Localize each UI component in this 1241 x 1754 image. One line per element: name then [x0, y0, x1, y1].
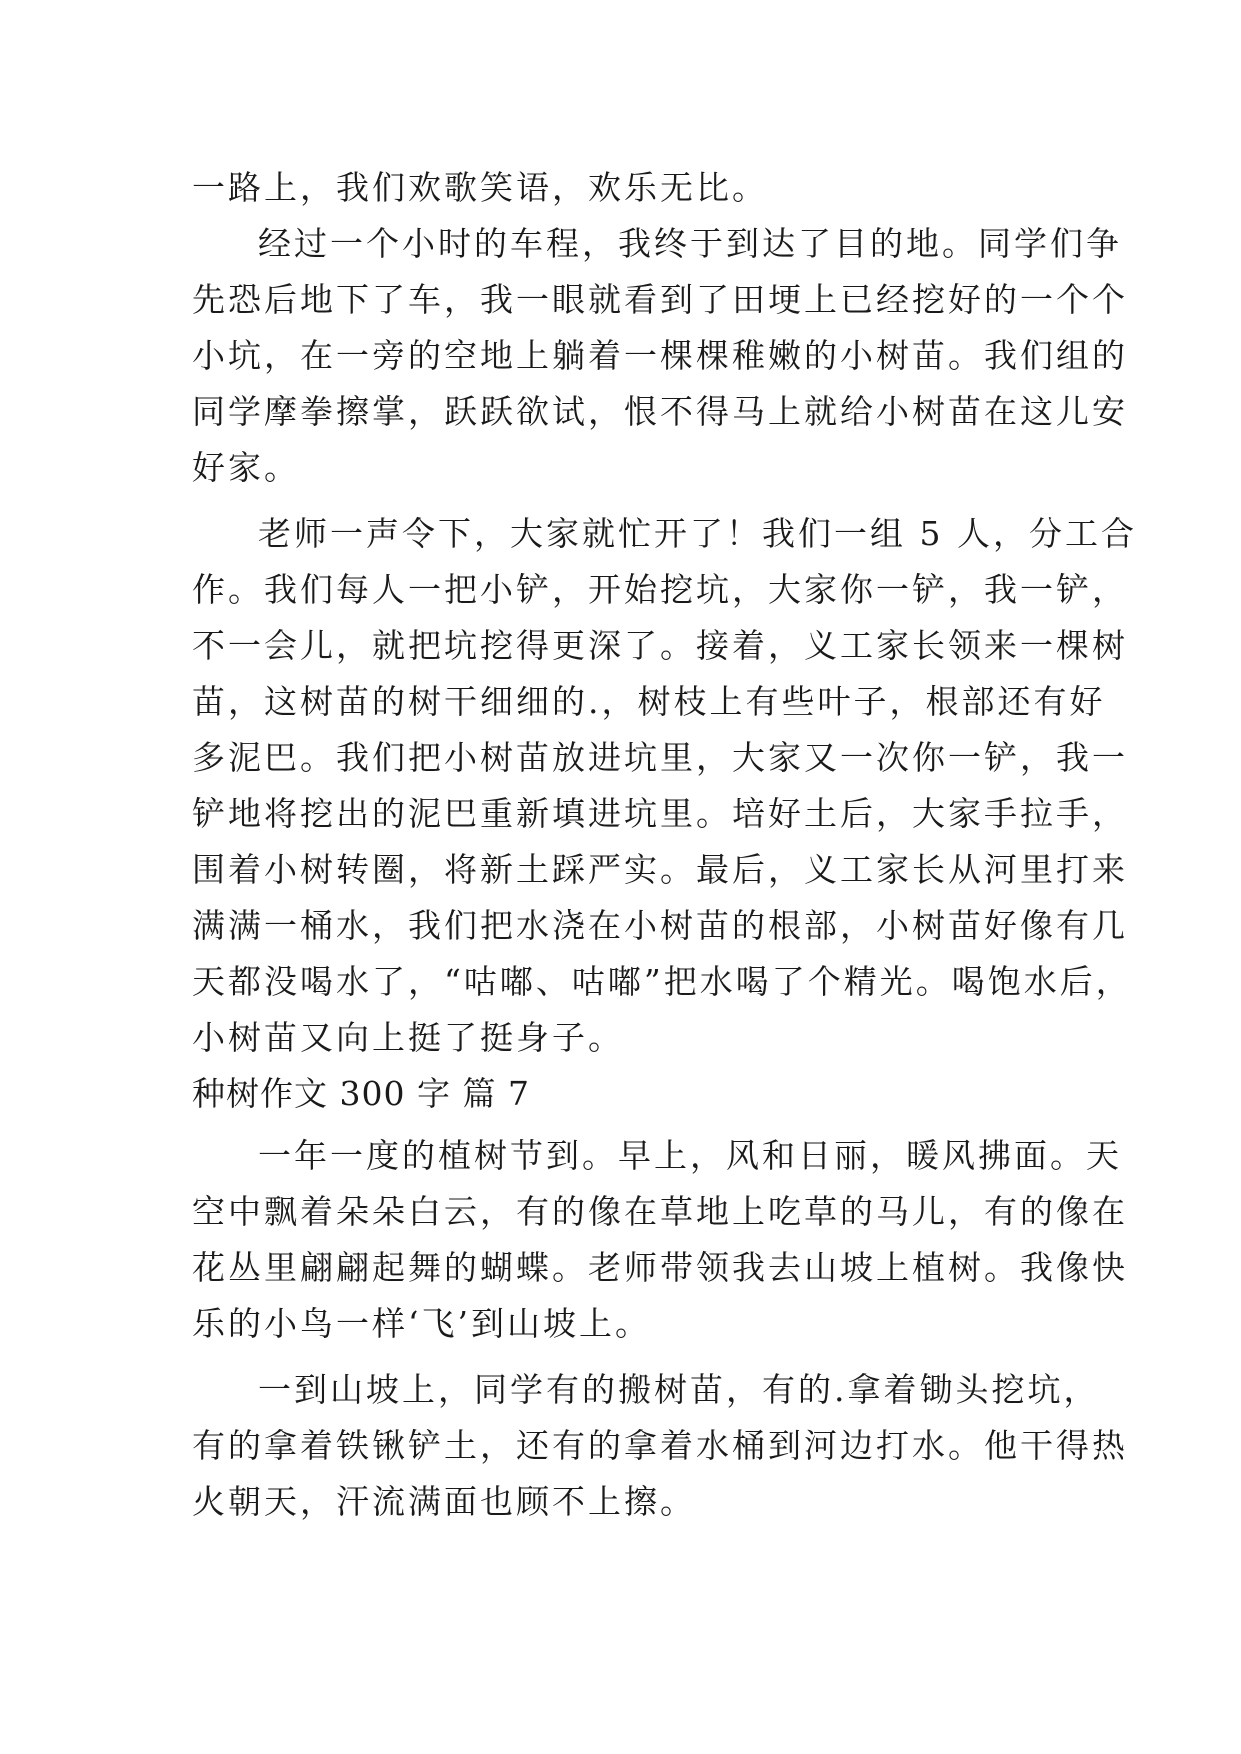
text-line: 同学摩拳擦掌，跃跃欲试，恨不得马上就给小树苗在这儿安	[192, 392, 1128, 431]
text-line: 作。我们每人一把小铲，开始挖坑，大家你一铲，我一铲，	[192, 570, 1128, 609]
text-line: 有的拿着铁锹铲土，还有的拿着水桶到河边打水。他干得热	[192, 1426, 1128, 1465]
text-line: 满满一桶水，我们把水浇在小树苗的根部，小树苗好像有几	[192, 906, 1128, 945]
text-line: 一路上，我们欢歌笑语，欢乐无比。	[192, 168, 768, 207]
section-heading: 种树作文 300 字 篇 7	[192, 1074, 530, 1113]
text-line: 先恐后地下了车，我一眼就看到了田埂上已经挖好的一个个	[192, 280, 1128, 319]
paragraph-first-line: 老师一声令下，大家就忙开了！我们一组 5 人，分工合	[258, 514, 1137, 553]
paragraph-first-line: 一年一度的植树节到。早上，风和日丽，暖风拂面。天	[258, 1136, 1122, 1175]
text-line: 小坑，在一旁的空地上躺着一棵棵稚嫩的小树苗。我们组的	[192, 336, 1128, 375]
text-line: 火朝天，汗流满面也顾不上擦。	[192, 1482, 696, 1521]
text-line: 苗，这树苗的树干细细的.，树枝上有些叶子，根部还有好	[192, 682, 1106, 721]
text-line: 围着小树转圈，将新土踩严实。最后，义工家长从河里打来	[192, 850, 1128, 889]
text-line: 花丛里翩翩起舞的蝴蝶。老师带领我去山坡上植树。我像快	[192, 1248, 1128, 1287]
text-line: 铲地将挖出的泥巴重新填进坑里。培好土后，大家手拉手，	[192, 794, 1128, 833]
paragraph-first-line: 经过一个小时的车程，我终于到达了目的地。同学们争	[258, 224, 1122, 263]
paragraph-first-line: 一到山坡上，同学有的搬树苗，有的.拿着锄头挖坑，	[258, 1370, 1100, 1409]
text-line: 空中飘着朵朵白云，有的像在草地上吃草的马儿，有的像在	[192, 1192, 1128, 1231]
text-line: 乐的小鸟一样‘飞’到山坡上。	[192, 1304, 651, 1343]
text-line: 好家。	[192, 448, 300, 487]
text-line: 不一会儿，就把坑挖得更深了。接着，义工家长领来一棵树	[192, 626, 1128, 665]
text-line: 多泥巴。我们把小树苗放进坑里，大家又一次你一铲，我一	[192, 738, 1128, 777]
text-line: 小树苗又向上挺了挺身子。	[192, 1018, 624, 1057]
text-line: 天都没喝水了，“咕嘟、咕嘟”把水喝了个精光。喝饱水后，	[192, 962, 1132, 1001]
